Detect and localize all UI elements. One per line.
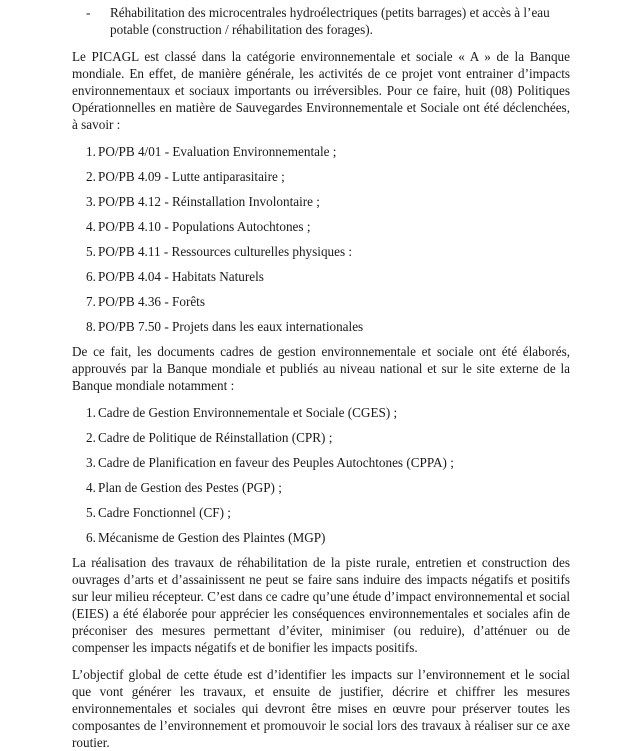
list-text: PO/PB 4.11 - Ressources culturelles physiques : [98, 244, 353, 259]
list-number: 7. [86, 294, 96, 309]
list-item [86, 193, 570, 210]
list-number: 4. [86, 480, 96, 495]
list-number: 6. [86, 530, 96, 545]
list-item [86, 504, 570, 521]
list-item [86, 404, 570, 421]
list-text: PO/PB 4/01 - Evaluation Environnementale ; [98, 144, 337, 159]
list-number: 5. [86, 505, 96, 520]
paragraph-objective: L’objectif global de cette étude est d’identifier les impacts sur l’environnement et le social que vont générer les travaux, et ensuite de justifier, décrire et chiffrer les mesures environnementales et sociales qui devront être mises en œuvre pour préserver toutes les composantes de l’environnement et promouvoir le social lors des travaux à réaliser sur ce axe routier. [72, 667, 570, 750]
list-text: PO/PB 4.09 - Lutte antiparasitaire ; [98, 169, 285, 184]
list-number: 4. [86, 219, 96, 234]
list-item [86, 243, 570, 260]
list-number: 3. [86, 194, 96, 209]
list-item [86, 479, 570, 496]
list-text: Cadre de Planification en faveur des Peuples Autochtones (CPPA) ; [98, 455, 454, 470]
list-text: Cadre de Gestion Environnementale et Sociale (CGES) ; [98, 405, 398, 420]
paragraph-frameworks: De ce fait, les documents cadres de gestion environnementale et sociale ont été élaborés, approuvés par la Banque mondiale et publiés au niveau national et sur le site externe de la Banque mondiale notamment : [72, 344, 570, 393]
list-number: 1. [86, 405, 96, 420]
list-number: 2. [86, 169, 96, 184]
list-number: 6. [86, 269, 96, 284]
list-item [86, 454, 570, 471]
list-item [86, 429, 570, 446]
list-text: Mécanisme de Gestion des Plaintes (MGP) [98, 530, 326, 545]
list-number: 8. [86, 319, 96, 334]
list-item [86, 168, 570, 185]
list-item [86, 293, 570, 310]
list-text: Cadre de Politique de Réinstallation (CPR) ; [98, 430, 333, 445]
list-number: 5. [86, 244, 96, 259]
list-item [86, 268, 570, 285]
list-number: 2. [86, 430, 96, 445]
list-item [86, 143, 570, 160]
list-text: PO/PB 4.12 - Réinstallation Involontaire ; [98, 194, 320, 209]
bullet-item [86, 4, 570, 38]
list-text: Cadre Fonctionnel (CF) ; [98, 505, 231, 520]
list-text: PO/PB 4.04 - Habitats Naturels [98, 269, 264, 284]
list-item [86, 529, 570, 546]
list-text: PO/PB 4.10 - Populations Autochtones ; [98, 219, 311, 234]
list-text: Plan de Gestion des Pestes (PGP) ; [98, 480, 282, 495]
bullet-text: Réhabilitation des microcentrales hydroélectriques (petits barrages) et accès à l’eau potable (construction / réhabilitation des forages). [110, 5, 550, 37]
list-item [86, 218, 570, 235]
paragraph-classification: Le PICAGL est classé dans la catégorie environnementale et sociale « A » de la Banque mondiale. En effet, de manière générale, les activités de ce projet vont entrainer d’impacts environnementaux et sociaux importants ou irréversibles. Pour ce faire, huit (08) Politiques Opérationnelles en matière de Sauvegardes Environnementale et Sociale ont été déclenchées, à savoir : [72, 49, 570, 132]
list-number: 1. [86, 144, 96, 159]
document-list [72, 404, 570, 546]
list-text: PO/PB 4.36 - Forêts [98, 294, 205, 309]
policy-list [72, 143, 570, 335]
list-item [86, 318, 570, 335]
list-text: PO/PB 7.50 - Projets dans les eaux internationales [98, 319, 364, 334]
bullet-dash: - [86, 5, 91, 20]
list-number: 3. [86, 455, 96, 470]
paragraph-eies: La réalisation des travaux de réhabilitation de la piste rurale, entretien et construction des ouvrages d’arts et d’assainissent ne peut se faire sans induire des impacts négatifs et positifs sur leur milieu récepteur. C’est dans ce cadre qu’une étude d’impact environnemental et social (EIES) a été élaborée pour apprécier les conséquences environnementales et sociales afin de préconiser des mesures permettant d’éviter, minimiser (ou reduire), d’atténuer ou de compenser les impacts négatifs et de bonifier les impacts positifs. [72, 555, 570, 655]
